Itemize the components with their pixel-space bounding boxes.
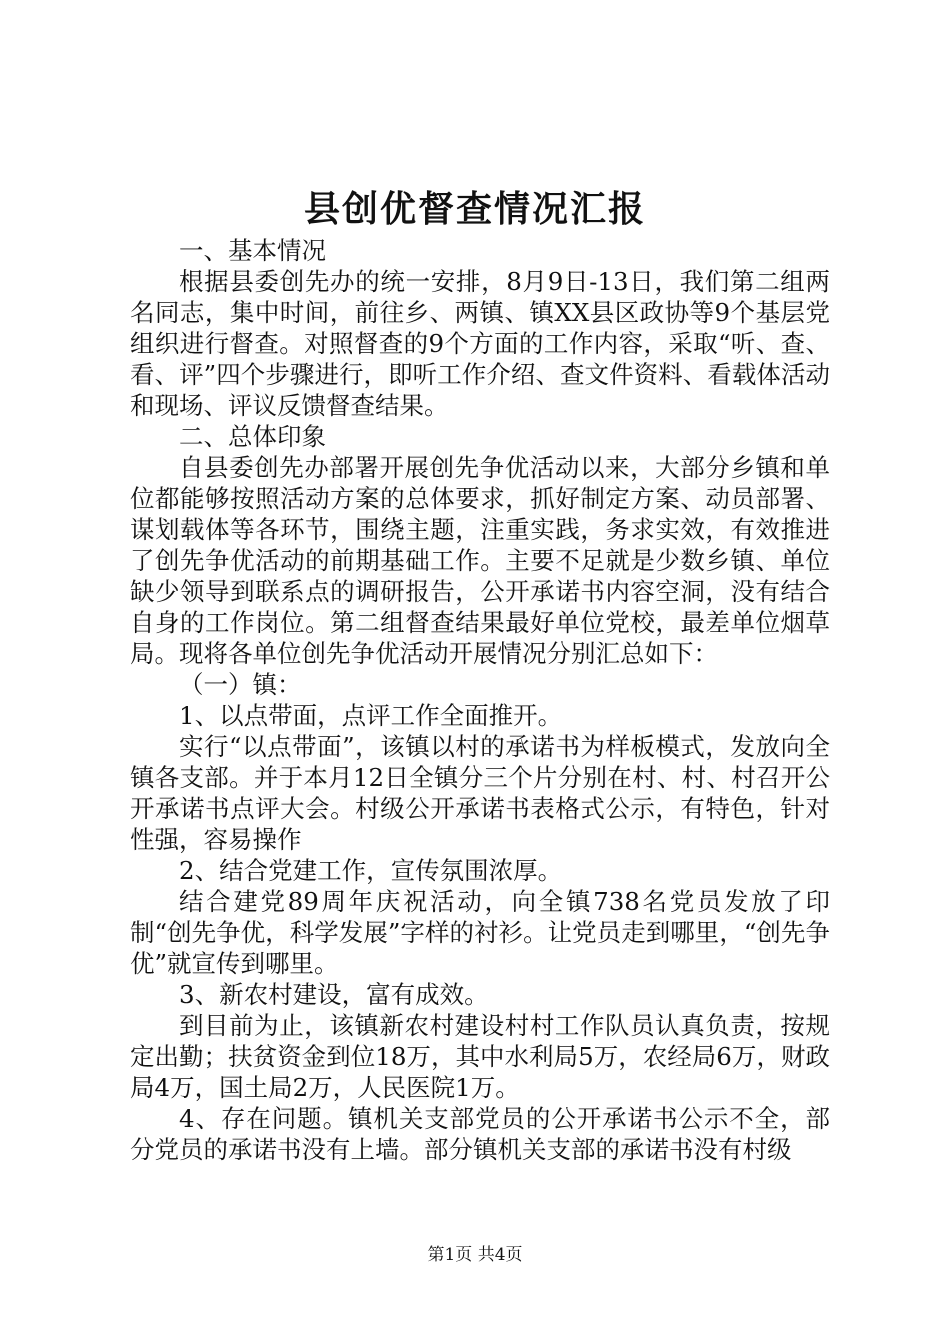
paragraph-basic: 根据县委创先办的统一安排，8月9日-13日，我们第二组两名同志，集中时间，前往乡、两镇、镇XX县区政协等9个基层党组织进行督查。对照督查的9个方面的工作内容，采取“听、查、看、评”四个步骤进行，即听工作介绍、查文件资料、看载体活动和现场、评议反馈督查结果。 bbox=[130, 267, 830, 420]
section-heading-impression: 二、总体印象 bbox=[179, 422, 326, 451]
paragraph-item-3: 到目前为止，该镇新农村建设村村工作队员认真负责，按规定出勤；扶贫资金到位18万，其中水利局5万，农经局6万，财政局4万，国土局2万，人民医院1万。 bbox=[130, 1011, 830, 1102]
document-body bbox=[130, 235, 830, 1165]
document-title: 县创优督查情况汇报 bbox=[303, 188, 646, 230]
item-heading-2: 2、结合党建工作，宣传氛围浓厚。 bbox=[179, 856, 563, 885]
item-heading-3: 3、新农村建设，富有成效。 bbox=[179, 980, 489, 1009]
paragraph-item-1: 实行“以点带面”，该镇以村的承诺书为样板模式，发放向全镇各支部。并于本月12日全镇分三个片分别在村、村、村召开公开承诺书点评大会。村级公开承诺书表格式公示，有特色，针对性强，容易操作 bbox=[130, 732, 830, 854]
paragraph-item-2: 结合建党89周年庆祝活动，向全镇738名党员发放了印制“创先争优，科学发展”字样的衬衫。让党员走到哪里，“创先争优”就宣传到哪里。 bbox=[130, 887, 830, 978]
page-number: 第1页 共4页 bbox=[427, 1245, 523, 1265]
paragraph-impression: 自县委创先办部署开展创先争优活动以来，大部分乡镇和单位都能够按照活动方案的总体要求，抓好制定方案、动员部署、谋划载体等各环节，围绕主题，注重实践，务求实效，有效推进了创先争优活动的前期基础工作。主要不足就是少数乡镇、单位缺少领导到联系点的调研报告，公开承诺书内容空洞，没有结合自身的工作岗位。第二组督查结果最好单位党校，最差单位烟草局。现将各单位创先争优活动开展情况分别汇总如下： bbox=[130, 453, 830, 668]
paragraph-item-4: 4、存在问题。镇机关支部党员的公开承诺书公示不全，部分党员的承诺书没有上墙。部分镇机关支部的承诺书没有村级 bbox=[130, 1104, 830, 1164]
section-heading-basic: 一、基本情况 bbox=[179, 236, 326, 265]
item-heading-1: 1、以点带面，点评工作全面推开。 bbox=[179, 701, 563, 730]
subsection-heading-town: （一）镇： bbox=[179, 670, 302, 699]
